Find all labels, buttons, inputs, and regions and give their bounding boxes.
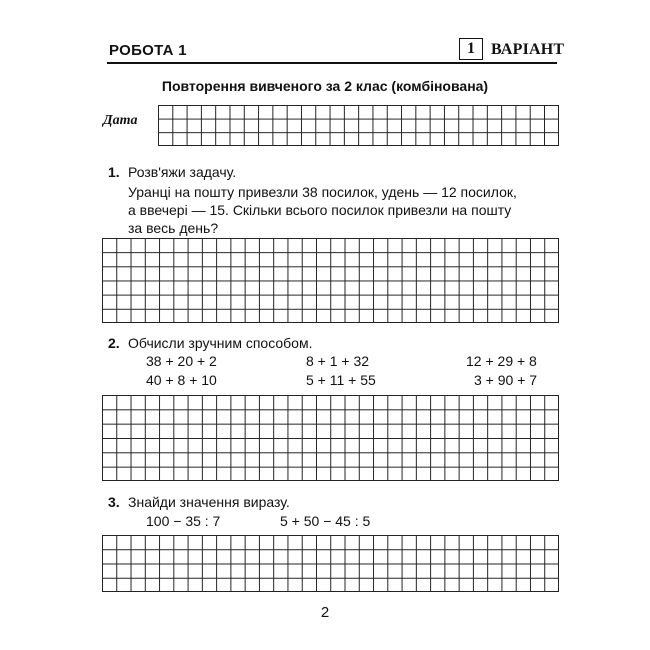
task-2-number: 2. [108, 335, 120, 351]
date-label: Дата [103, 113, 138, 128]
task-3-title: Знайди значення виразу. [128, 494, 290, 510]
task-1-line-1: Уранці на пошту привезли 38 посилок, удень — 12 посилок, [128, 184, 517, 200]
task-3-number: 3. [108, 494, 120, 510]
section-title: Повторення вивченого за 2 клас (комбінована) [161, 78, 489, 94]
expression: 5 + 50 − 45 : 5 [280, 513, 371, 529]
expression: 5 + 11 + 55 [306, 372, 376, 388]
variant-label: ВАРІАНТ [491, 41, 565, 58]
task-2-answer-grid[interactable] [102, 395, 559, 481]
expression: 40 + 8 + 10 [146, 372, 217, 388]
task-1-title: Розв'яжи задачу. [128, 164, 237, 180]
task-1-line-3: за весь день? [128, 220, 219, 236]
task-3-answer-grid[interactable] [102, 535, 559, 592]
expression: 12 + 29 + 8 [466, 353, 537, 369]
task-1-answer-grid[interactable] [102, 238, 559, 323]
expression: 100 − 35 : 7 [146, 513, 221, 529]
work-title: РОБОТА 1 [109, 42, 187, 59]
task-2-title: Обчисли зручним способом. [128, 335, 313, 351]
task-1-number: 1. [108, 164, 120, 180]
date-grid[interactable] [158, 105, 559, 146]
expression: 3 + 90 + 7 [474, 372, 538, 388]
task-1-line-2: а ввечері — 15. Скільки всього посилок привезли на пошту [128, 202, 512, 218]
page-number: 2 [320, 604, 330, 621]
expression: 38 + 20 + 2 [146, 353, 217, 369]
variant-number-box: 1 [459, 38, 483, 60]
header-rule [107, 62, 557, 64]
expression: 8 + 1 + 32 [306, 353, 370, 369]
